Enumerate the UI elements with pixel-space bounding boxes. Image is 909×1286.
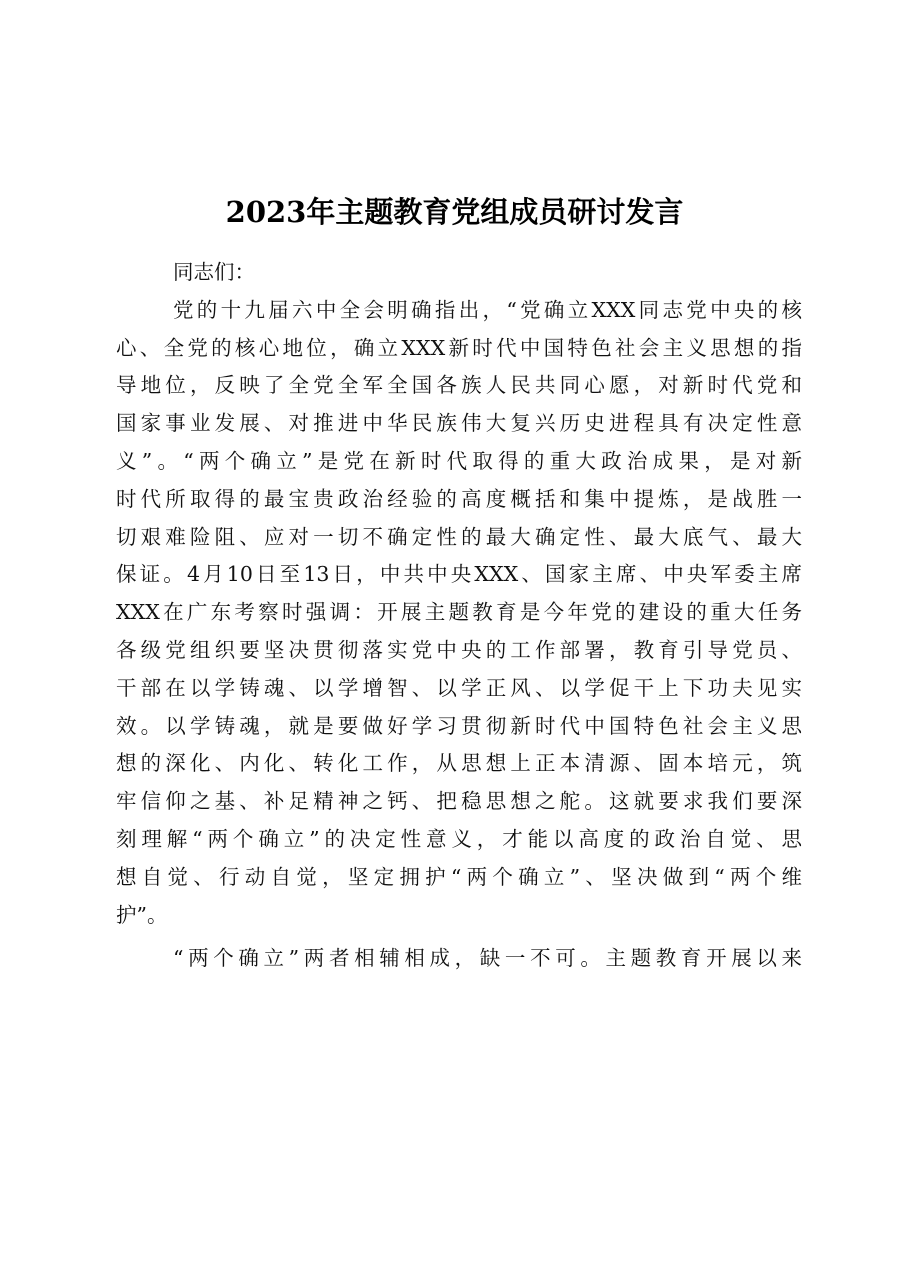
paragraph-line: 切艰难险阻、应对一切不确定性的最大确定性、最大底气、最大 xyxy=(116,524,802,549)
paragraph-line: 国家事业发展、对推进中华民族伟大复兴历史进程具有决定性意 xyxy=(116,411,802,436)
paragraph-line: 想的深化、内化、转化工作，从思想上正本清源、固本培元，筑 xyxy=(116,751,802,776)
paragraph-line: 党的十九届六中全会明确指出，“党确立XXX同志党中央的核 xyxy=(173,297,802,322)
document-body xyxy=(116,254,802,978)
paragraph-line: 各级党组织要坚决贯彻落实党中央的工作部署，教育引导党员、 xyxy=(116,637,802,662)
salutation: 同志们： xyxy=(173,260,255,284)
paragraph-line: 时代所取得的最宝贵政治经验的高度概括和集中提炼，是战胜一 xyxy=(116,486,802,511)
paragraph-line: 干部在以学铸魂、以学增智、以学正风、以学促干上下功夫见实 xyxy=(116,675,802,700)
paragraph-line: 保证。4月10日至13日，中共中央XXX、国家主席、中央军委主席 xyxy=(116,562,802,587)
paragraph-line: 效。以学铸魂，就是要做好学习贯彻新时代中国特色社会主义思 xyxy=(116,713,802,738)
paragraph-line: 刻理解“两个确立”的决定性意义，才能以高度的政治自觉、思 xyxy=(116,826,802,851)
paragraph-line: 牢信仰之基、补足精神之钙、把稳思想之舵。这就要求我们要深 xyxy=(116,789,802,814)
paragraph-line: 护”。 xyxy=(116,902,168,927)
paragraph-line: 导地位，反映了全党全军全国各族人民共同心愿，对新时代党和 xyxy=(116,373,802,398)
paragraph-1 xyxy=(116,292,802,935)
paragraph-line: XXX在广东考察时强调：开展主题教育是今年党的建设的重大任务 xyxy=(116,600,802,625)
paragraph-line: “两个确立”两者相辅相成，缺一不可。主题教育开展以来 xyxy=(173,946,802,971)
paragraph-line: 心、全党的核心地位，确立XXX新时代中国特色社会主义思想的指 xyxy=(116,335,802,360)
paragraph-line: 义”。“两个确立”是党在新时代取得的重大政治成果，是对新 xyxy=(116,448,802,473)
paragraph-2 xyxy=(116,940,802,978)
paragraph-line: 想自觉、行动自觉，坚定拥护“两个确立”、坚决做到“两个维 xyxy=(116,864,802,889)
document-title: 2023年主题教育党组成员研讨发言 xyxy=(225,195,684,229)
